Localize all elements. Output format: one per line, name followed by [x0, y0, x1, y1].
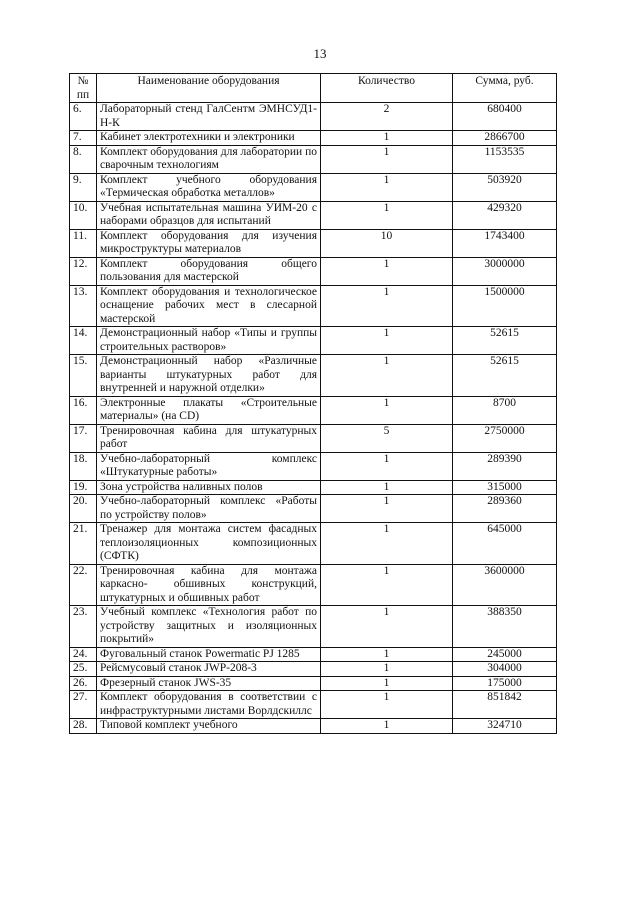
row-sum: 645000: [453, 523, 557, 565]
row-quantity: 1: [321, 719, 453, 734]
row-sum: 289390: [453, 452, 557, 480]
row-sum: 2866700: [453, 131, 557, 146]
table-row: [70, 676, 557, 691]
row-number: 25.: [70, 662, 97, 677]
table-row: [70, 201, 557, 229]
row-name: Лабораторный стенд ГалСентм ЭМНСУД1-Н-К: [97, 103, 321, 131]
row-name: Учебный комплекс «Технология работ по устройству защитных и изоляционных покрытий»: [97, 606, 321, 648]
row-sum: 304000: [453, 662, 557, 677]
row-quantity: 5: [321, 424, 453, 452]
row-name: Зона устройства наливных полов: [97, 480, 321, 495]
row-sum: 8700: [453, 396, 557, 424]
page-number: 13: [313, 46, 327, 61]
row-number: 22.: [70, 564, 97, 606]
row-sum: 52615: [453, 327, 557, 355]
row-name: Комплект оборудования для изучения микроструктуры материалов: [97, 229, 321, 257]
row-number: 28.: [70, 719, 97, 734]
row-name: Учебно-лабораторный комплекс «Штукатурные работы»: [97, 452, 321, 480]
row-name: Комплект оборудования в соответствии с инфраструктурными листами Ворлдскиллс: [97, 691, 321, 719]
row-quantity: 1: [321, 452, 453, 480]
row-name: Учебная испытательная машина УИМ-20 с наборами образцов для испытаний: [97, 201, 321, 229]
row-number: 9.: [70, 173, 97, 201]
row-quantity: 1: [321, 285, 453, 327]
row-number: 13.: [70, 285, 97, 327]
row-quantity: 1: [321, 647, 453, 662]
row-quantity: 1: [321, 396, 453, 424]
row-sum: 245000: [453, 647, 557, 662]
table-row: [70, 606, 557, 648]
table-row: [70, 285, 557, 327]
table-row: [70, 355, 557, 397]
row-sum: 52615: [453, 355, 557, 397]
row-number: 15.: [70, 355, 97, 397]
row-sum: 1743400: [453, 229, 557, 257]
row-sum: 851842: [453, 691, 557, 719]
row-name: Учебно-лабораторный комплекс «Работы по устройству полов»: [97, 495, 321, 523]
row-name: Электронные плакаты «Строительные материалы» (на CD): [97, 396, 321, 424]
row-quantity: 1: [321, 523, 453, 565]
row-sum: 680400: [453, 103, 557, 131]
row-sum: 429320: [453, 201, 557, 229]
table-header: [70, 74, 557, 103]
table-row: [70, 662, 557, 677]
row-name: Комплект оборудования общего пользования для мастерской: [97, 257, 321, 285]
row-name: Кабинет электротехники и электроники: [97, 131, 321, 146]
row-name: Комплект оборудования и технологическое оснащение рабочих мест в слесарной мастерской: [97, 285, 321, 327]
row-number: 7.: [70, 131, 97, 146]
row-sum: 2750000: [453, 424, 557, 452]
row-number: 8.: [70, 145, 97, 173]
row-number: 21.: [70, 523, 97, 565]
header-quantity: Количество: [321, 74, 453, 103]
row-number: 11.: [70, 229, 97, 257]
row-quantity: 1: [321, 257, 453, 285]
table-row: [70, 424, 557, 452]
row-number: 14.: [70, 327, 97, 355]
table-row: [70, 719, 557, 734]
table-row: [70, 396, 557, 424]
row-name: Рейсмусовый станок JWP-208-3: [97, 662, 321, 677]
row-name: Тренировочная кабина для штукатурных работ: [97, 424, 321, 452]
row-quantity: 1: [321, 606, 453, 648]
row-number: 6.: [70, 103, 97, 131]
row-quantity: 1: [321, 145, 453, 173]
row-quantity: 1: [321, 480, 453, 495]
row-name: Фрезерный станок JWS-35: [97, 676, 321, 691]
row-quantity: 1: [321, 201, 453, 229]
row-sum: 3600000: [453, 564, 557, 606]
row-quantity: 1: [321, 564, 453, 606]
row-name: Демонстрационный набор «Различные варианты штукатурных работ для внутренней и наружной отделки»: [97, 355, 321, 397]
table-row: [70, 327, 557, 355]
table-row: [70, 564, 557, 606]
table-row: [70, 257, 557, 285]
row-quantity: 1: [321, 676, 453, 691]
table-row: [70, 131, 557, 146]
row-number: 23.: [70, 606, 97, 648]
header-row: [70, 74, 557, 103]
row-number: 20.: [70, 495, 97, 523]
table-row: [70, 173, 557, 201]
row-sum: 503920: [453, 173, 557, 201]
table-row: [70, 480, 557, 495]
table-row: [70, 145, 557, 173]
row-sum: 1500000: [453, 285, 557, 327]
row-name: Тренажер для монтажа систем фасадных теплоизоляционных композиционных (СФТК): [97, 523, 321, 565]
table-row: [70, 647, 557, 662]
row-number: 17.: [70, 424, 97, 452]
row-number: 24.: [70, 647, 97, 662]
row-name: Тренировочная кабина для монтажа каркасно- обшивных конструкций, штукатурных и обшивных работ: [97, 564, 321, 606]
row-sum: 1153535: [453, 145, 557, 173]
header-number-line2: пп: [76, 88, 90, 101]
row-quantity: 1: [321, 662, 453, 677]
row-quantity: 1: [321, 355, 453, 397]
row-quantity: 1: [321, 173, 453, 201]
table-row: [70, 691, 557, 719]
row-number: 12.: [70, 257, 97, 285]
header-number: [70, 74, 97, 103]
table-row: [70, 452, 557, 480]
row-quantity: 10: [321, 229, 453, 257]
header-sum: Сумма, руб.: [453, 74, 557, 103]
row-sum: 175000: [453, 676, 557, 691]
row-number: 10.: [70, 201, 97, 229]
header-name: Наименование оборудования: [97, 74, 321, 103]
table-row: [70, 523, 557, 565]
row-number: 26.: [70, 676, 97, 691]
row-quantity: 1: [321, 327, 453, 355]
row-sum: 289360: [453, 495, 557, 523]
row-name: Комплект учебного оборудования «Термическая обработка металлов»: [97, 173, 321, 201]
row-sum: 324710: [453, 719, 557, 734]
row-name: Демонстрационный набор «Типы и группы строительных растворов»: [97, 327, 321, 355]
row-name: Типовой комплект учебного: [97, 719, 321, 734]
row-name: Комплект оборудования для лаборатории по сварочным технологиям: [97, 145, 321, 173]
row-quantity: 1: [321, 691, 453, 719]
table-row: [70, 229, 557, 257]
row-quantity: 1: [321, 131, 453, 146]
row-quantity: 2: [321, 103, 453, 131]
table-row: [70, 495, 557, 523]
header-number-line1: №: [77, 75, 89, 87]
row-name: Фуговальный станок Powermatic PJ 1285: [97, 647, 321, 662]
row-quantity: 1: [321, 495, 453, 523]
row-number: 18.: [70, 452, 97, 480]
row-sum: 3000000: [453, 257, 557, 285]
table-row: [70, 103, 557, 131]
row-sum: 388350: [453, 606, 557, 648]
table-body: [70, 103, 557, 734]
row-number: 16.: [70, 396, 97, 424]
row-number: 27.: [70, 691, 97, 719]
row-sum: 315000: [453, 480, 557, 495]
row-number: 19.: [70, 480, 97, 495]
equipment-table: [69, 73, 557, 734]
